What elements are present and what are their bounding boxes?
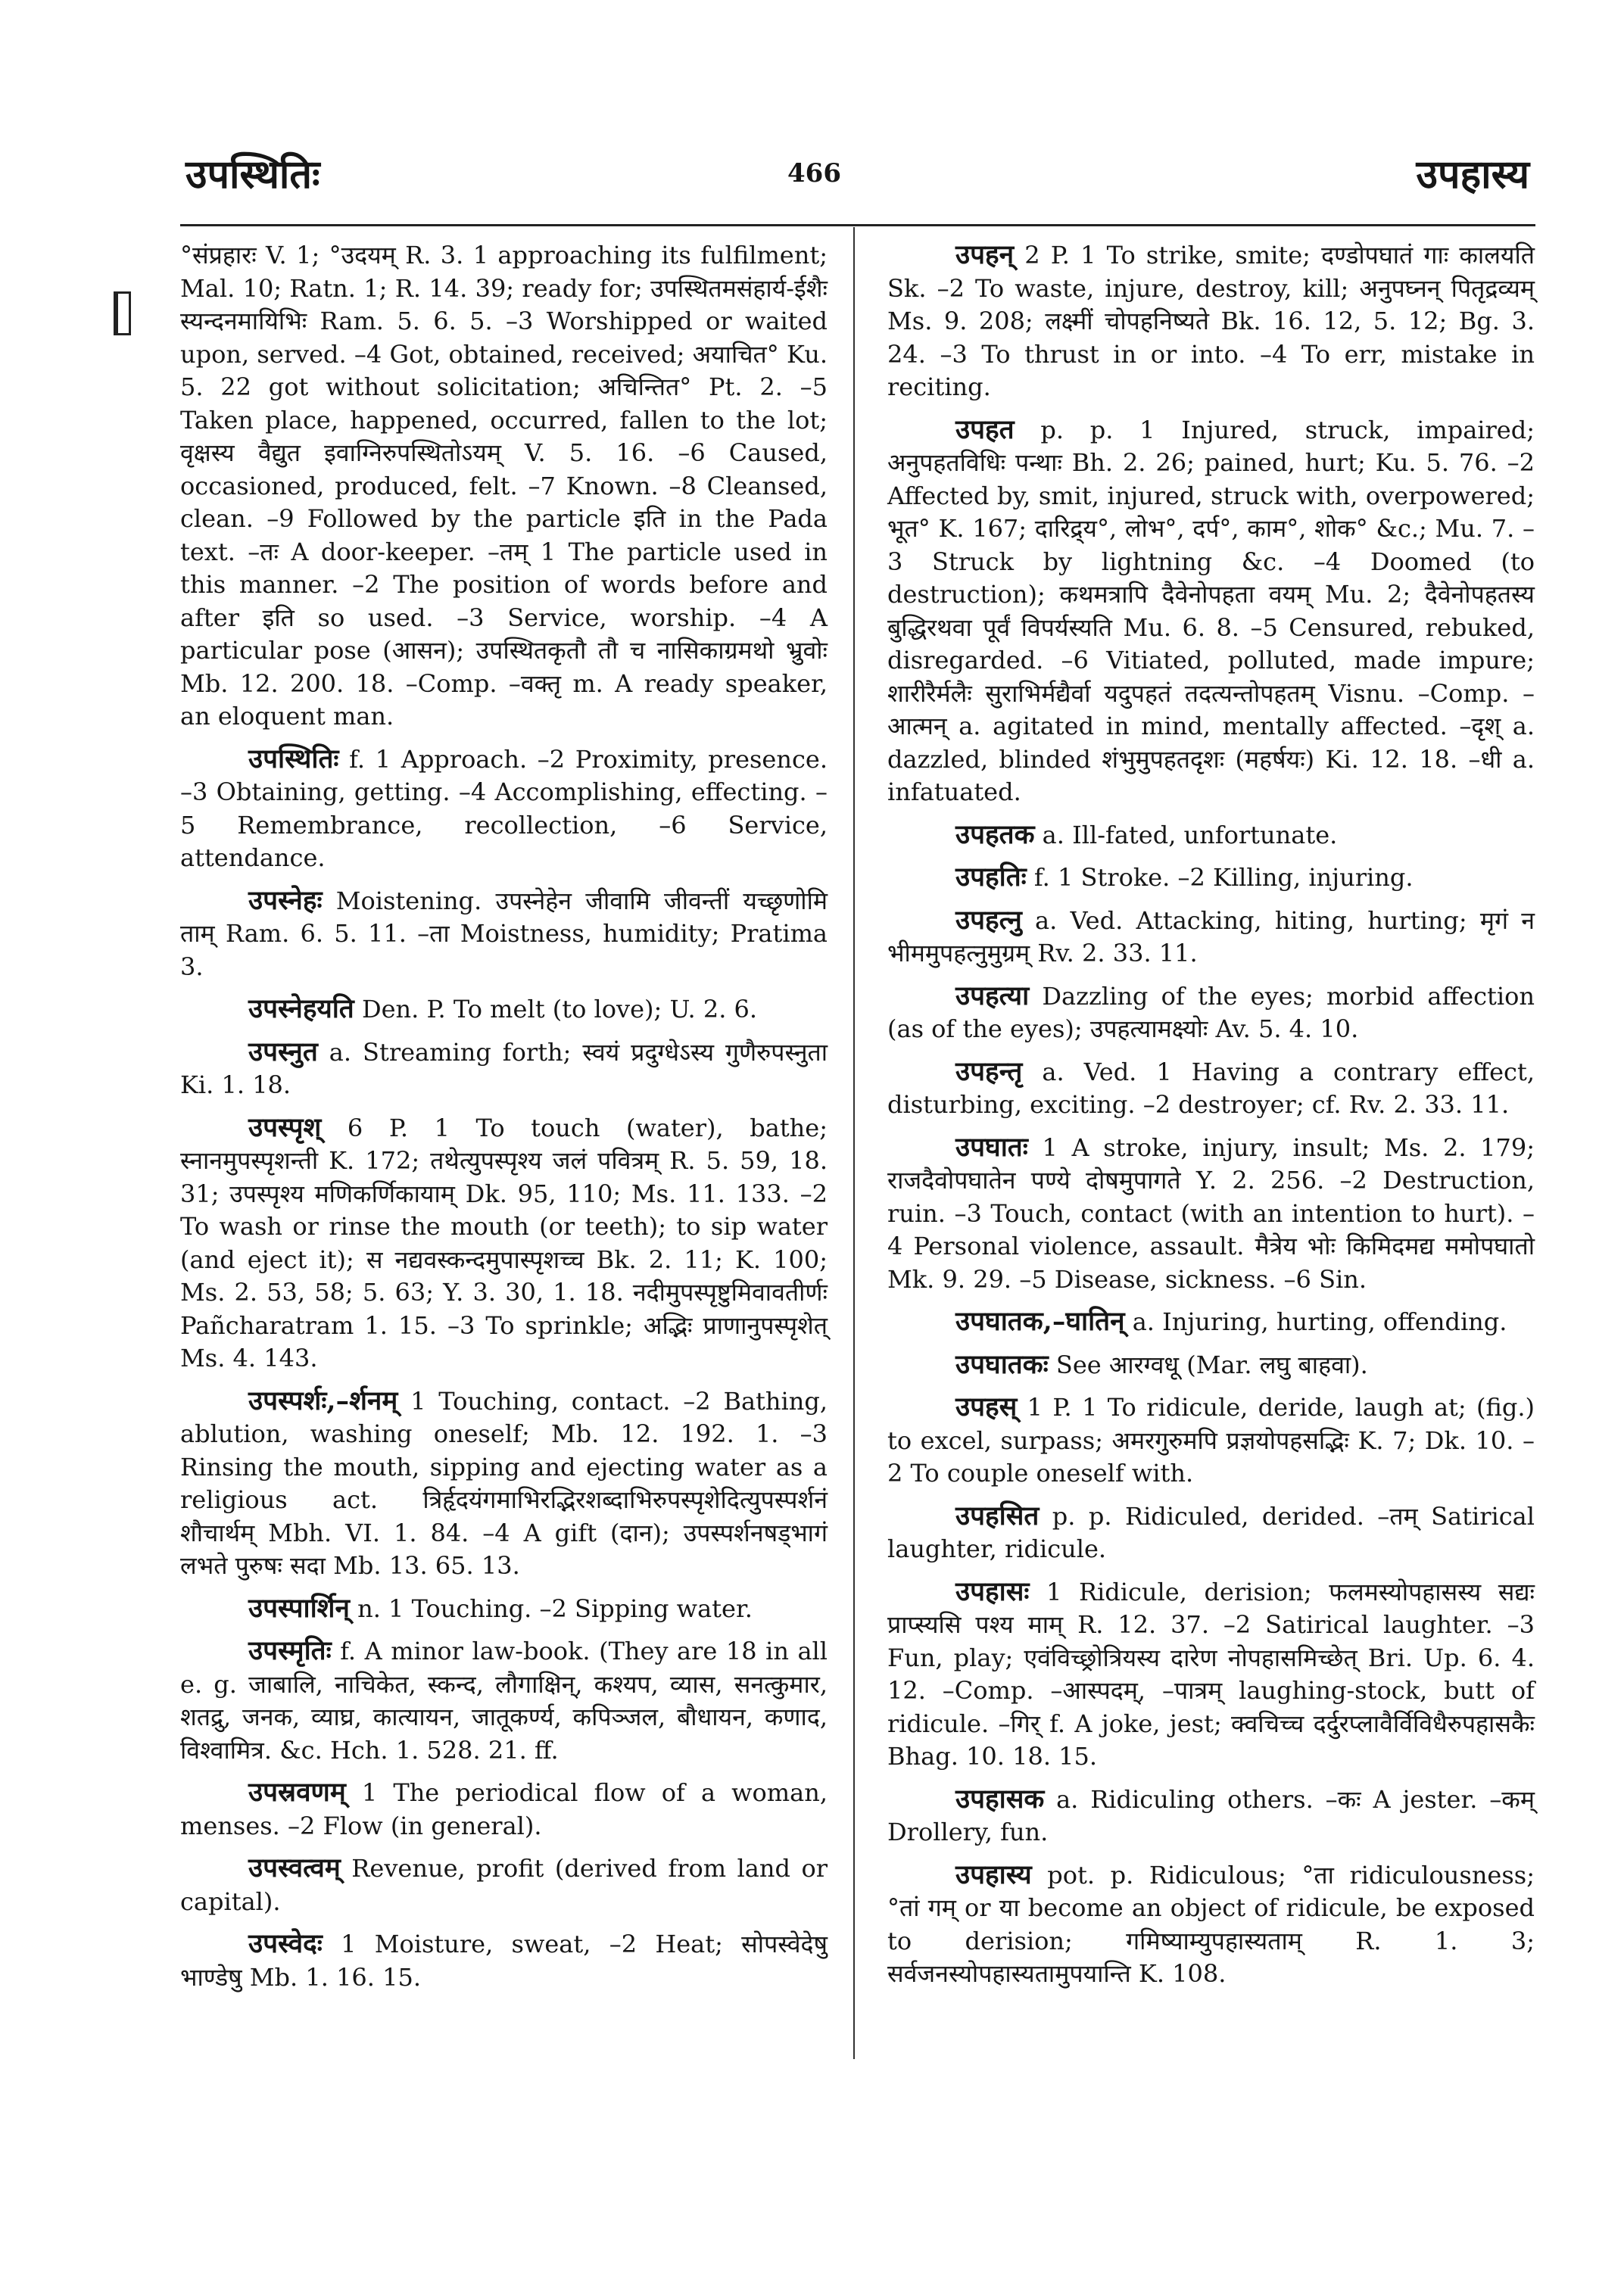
page-number: 466 bbox=[787, 158, 841, 188]
running-head-right: उपहास्य bbox=[1416, 151, 1529, 198]
entry-text: Den. P. To melt (to love); U. 2. 6. bbox=[354, 995, 758, 1023]
headword: उपस्वत्वम् bbox=[248, 1852, 341, 1883]
dictionary-entry bbox=[180, 1776, 828, 1843]
entry-text: a. Streaming forth; स्वयं प्रदुग्धेऽस्य गुणैरुपस्नुता Ki. 1. 18. bbox=[180, 1037, 828, 1099]
headword: उपहसित bbox=[955, 1500, 1040, 1531]
headword: उपघातक,–घातिन् bbox=[955, 1306, 1125, 1337]
entry-text: pot. p. Ridiculous; °ता ridiculousness; °तां गम् or या become an object of ridicule, be exposed to derision; गमिष्याम्युपहास्यताम् R. 1. 3; सर्वजनस्योपहास्यतामुपयान्ति K. 108. bbox=[887, 1860, 1535, 1988]
headword: उपस्वेदः bbox=[248, 1928, 323, 1959]
dictionary-entry bbox=[887, 1305, 1535, 1339]
dictionary-entry bbox=[180, 1592, 828, 1626]
entry-text: 1 P. 1 To ridicule, deride, laugh at; (fig.) to excel, surpass; अमरगुरुमपि प्रज्ञयोपहसद्भिः K. 7; Dk. 10. –2 To couple oneself with. bbox=[887, 1393, 1535, 1488]
entry-text: f. 1 Approach. –2 Proximity, presence. –3 Obtaining, getting. –4 Accomplishing, effecting. –5 Remembrance, recollection, –6 Service, attendance. bbox=[180, 744, 828, 872]
margin-mark-icon bbox=[114, 291, 131, 335]
entry-text: n. 1 Touching. –2 Sipping water. bbox=[349, 1594, 753, 1623]
entry-text: See आरग्वधू (Mar. लघु बाहवा). bbox=[1048, 1350, 1368, 1379]
column-divider bbox=[853, 227, 855, 2059]
headword: उपस्पार्शिन् bbox=[248, 1592, 350, 1624]
dictionary-entry bbox=[180, 238, 828, 734]
entry-text: a. Ridiculing others. –कः A jester. –कम् Drollery, fun. bbox=[887, 1784, 1535, 1846]
headword: उपहन्तृ bbox=[955, 1055, 1023, 1087]
headword: उपस्पर्शः,–र्शनम् bbox=[248, 1385, 398, 1416]
entry-text: 1 A stroke, injury, insult; Ms. 2. 179; राजदैवोपघातेन पण्ये दोषमुपागते Y. 2. 256. –2 Destruction, ruin. –3 Touch, contact (with an intention to hurt). –4 Personal violence, assault. मैत्रेय भोः किमिदमद्य ममोपघातो Mk. 9. 29. –5 Disease, sickness. –6 Sin. bbox=[887, 1132, 1535, 1294]
headword: उपहत्नु bbox=[955, 904, 1022, 936]
right-column bbox=[887, 238, 1535, 2000]
dictionary-entry bbox=[887, 1783, 1535, 1849]
dictionary-entry bbox=[887, 904, 1535, 970]
headword: उपहन् bbox=[955, 239, 1015, 270]
dictionary-entry bbox=[887, 238, 1535, 404]
entry-text: 1 Touching, contact. –2 Bathing, ablution, washing oneself; Mb. 12. 192. 1. –3 Rinsing the mouth, sipping and ejecting water as a religious act. त्रिर्हृदयंगमाभिरद्भिरशब्दाभिरुपस्पृशेदित्युपस्पर्शनं शौचार्थम् Mbh. VI. 1. 84. –4 A gift (दान); उपस्पर्शनषड्भागं लभते पुरुषः सदा Mb. 13. 65. 13. bbox=[180, 1386, 828, 1580]
entry-text: °संप्रहारः V. 1; °उदयम् R. 3. 1 approaching its fulfilment; Mal. 10; Ratn. 1; R. 14. 39; ready for; उपस्थितमसंहार्य-ईशैः स्यन्दनमायिभिः Ram. 5. 6. 5. –3 Worshipped or waited upon, served. –4 Got, obtained, received; अयाचित° Ku. 5. 22 got without solicitation; अचिन्तित° Pt. 2. –5 Taken place, happened, occurred, fallen to the lot; वृक्षस्य वैद्युत इवाग्निरुपस्थितोऽयम् V. 5. 16. –6 Caused, occasioned, produced, felt. –7 Known. –8 Cleansed, clean. –9 Followed by the particle इति in the Pada text. –तः A door-keeper. –तम् 1 The particle used in this manner. –2 The position of words before and after इति so used. –3 Service, worship. –4 A particular pose (आसन); उपस्थितकृतौ तौ च नासिकाग्रमथो भ्रुवोः Mb. 12. 200. 18. –Comp. –वक्तृ m. A ready speaker, an eloquent man. bbox=[180, 241, 828, 731]
headword: उपस्नेहः bbox=[248, 884, 323, 916]
running-head-left: उपस्थितिः bbox=[185, 151, 320, 198]
dictionary-entry bbox=[180, 1385, 828, 1583]
entry-text: 2 P. 1 To strike, smite; दण्डोपघातं गाः कालयति Sk. –2 To waste, injure, destroy, kill; अनुपघ्नन् पितृद्रव्यम् Ms. 9. 208; लक्ष्मीं चोपहनिष्यते Bk. 16. 12, 5. 12; Bg. 3. 24. –3 To thrust in or into. –4 To err, mistake in reciting. bbox=[887, 241, 1535, 401]
header-rule bbox=[180, 224, 1535, 226]
dictionary-entry bbox=[887, 1131, 1535, 1297]
headword: उपहास्य bbox=[955, 1858, 1032, 1890]
dictionary-entry bbox=[180, 1036, 828, 1102]
entry-text: a. Ved. 1 Having a contrary effect, disturbing, exciting. –2 destroyer; cf. Rv. 2. 33. 11. bbox=[887, 1057, 1535, 1119]
headword: उपस्नुत bbox=[248, 1036, 318, 1067]
dictionary-entry bbox=[180, 1927, 828, 1994]
left-column bbox=[180, 238, 828, 2003]
entry-text: p. p. 1 Injured, struck, impaired; अनुपहतविधिः पन्थाः Bh. 2. 26; pained, hurt; Ku. 5. 76. –2 Affected by, smit, injured, struck with, overpowered; भूत° K. 167; दारिद्र्य°, लोभ°, दर्प°, काम°, शोक° &c.; Mu. 7. –3 Struck by lightning &c. –4 Doomed (to destruction); कथमत्रापि दैवेनोपहता वयम् Mu. 2; दैवेनोपहतस्य बुद्धिरथवा पूर्वं विपर्यस्यति Mu. 6. 8. –5 Censured, rebuked, disregarded. –6 Vitiated, polluted, made impure; शारीरैर्मलैः सुराभिर्मद्यैर्वा यदुपहतं तदत्यन्तोपहतम् Visnu. –Comp. –आत्मन् a. agitated in mind, mentally affected. –दृश् a. dazzled, blinded शंभुमुपहतदृशः (महर्षयः) Ki. 12. 18. –धी a. infatuated. bbox=[887, 415, 1535, 806]
entry-text: a. Injuring, hurting, offending. bbox=[1124, 1307, 1507, 1336]
entry-text: Revenue, profit (derived from land or capital). bbox=[180, 1854, 828, 1916]
dictionary-entry bbox=[887, 1348, 1535, 1382]
entry-text: a. Ved. Attacking, hiting, hurting; मृगं न भीममुपहत्नुमुग्रम् Rv. 2. 33. 11. bbox=[887, 905, 1535, 967]
dictionary-entry bbox=[887, 980, 1535, 1046]
dictionary-entry bbox=[887, 1055, 1535, 1122]
dictionary-entry bbox=[180, 1634, 828, 1767]
entry-text: f. A minor law-book. (They are 18 in all e. g. जाबालि, नाचिकेत, स्कन्द, लौगाक्षिन्, कश्यप, व्यास, सनत्कुमार, शतद्रु, जनक, व्याघ्र, कात्यायन, जातूकर्ण्य, कपिञ्जल, बौधायन, कणाद, विश्वामित्र. &c. Hch. 1. 528. 21. ff. bbox=[180, 1637, 828, 1765]
headword: उपघातकः bbox=[955, 1348, 1049, 1380]
entry-text: 1 Moisture, sweat, –2 Heat; सोपस्वेदेषु भाण्डेषु Mb. 1. 16. 15. bbox=[180, 1930, 828, 1992]
entry-text: Moistening. उपस्नेहेन जीवामि जीवन्तीं यच्छृणोमि ताम् Ram. 6. 5. 11. –ता Moistness, humidity; Pratima 3. bbox=[180, 886, 828, 981]
dictionary-entry bbox=[180, 1111, 828, 1375]
entry-text: f. 1 Stroke. –2 Killing, injuring. bbox=[1026, 863, 1414, 892]
dictionary-entry bbox=[887, 861, 1535, 895]
dictionary-entry bbox=[180, 1852, 828, 1918]
entry-text: 1 The periodical flow of a woman, menses. –2 Flow (in general). bbox=[180, 1778, 828, 1840]
headword: उपहासः bbox=[955, 1575, 1030, 1607]
entry-text: 6 P. 1 To touch (water), bathe; स्नानमुपस्पृशन्ती K. 172; तथेत्युपस्पृश्य जलं पवित्रम् R. 5. 59, 18. 31; उपस्पृश्य मणिकर्णिकायाम् Dk. 95, 110; Ms. 11. 133. –2 To wash or rinse the mouth (or teeth); to sip water (and eject it); स नद्यवस्कन्दमुपास्पृशच्च Bk. 2. 11; K. 100; Ms. 2. 53, 58; 5. 63; Y. 3. 30, 1. 18. नदीमुपस्पृष्टुमिवावतीर्णः Pañcharatram 1. 15. –3 To sprinkle; अद्भिः प्राणानुपस्पृशेत् Ms. 4. 143. bbox=[180, 1113, 828, 1372]
headword: उपघातः bbox=[955, 1131, 1028, 1163]
dictionary-entry bbox=[180, 743, 828, 875]
headword: उपहतक bbox=[955, 818, 1035, 850]
entry-text: p. p. Ridiculed, derided. –तम् Satirical laughter, ridicule. bbox=[887, 1501, 1535, 1563]
headword: उपस्मृतिः bbox=[248, 1635, 332, 1666]
entry-text: Dazzling of the eyes; morbid affection (as of the eyes); उपहत्यामक्ष्योः Av. 5. 4. 10. bbox=[887, 981, 1535, 1043]
headword: उपस्रवणम् bbox=[248, 1777, 346, 1808]
headword: उपहस् bbox=[955, 1391, 1018, 1422]
dictionary-entry bbox=[887, 413, 1535, 809]
dictionary-entry bbox=[887, 1575, 1535, 1774]
dictionary-entry bbox=[887, 1500, 1535, 1566]
dictionary-entry bbox=[180, 992, 828, 1027]
dictionary-entry bbox=[887, 1858, 1535, 1991]
dictionary-entry bbox=[887, 1391, 1535, 1491]
entry-text: 1 Ridicule, derision; फलमस्योपहासस्य सद्यः प्राप्स्यसि पश्य माम् R. 12. 37. –2 Satirical laughter. –3 Fun, play; एवंविच्छ्रोत्रियस्य दारेण नोपहासमिच्छेत् Bri. Up. 6. 4. 12. –Comp. –आस्पदम्, –पात्रम् laughing-stock, butt of ridicule. –गिर् f. A joke, jest; क्वचिच्च दर्दुरप्लावैर्विविधैरुपहासकैः Bhag. 10. 18. 15. bbox=[887, 1577, 1535, 1771]
dictionary-entry bbox=[180, 884, 828, 984]
headword: उपस्पृश् bbox=[248, 1111, 322, 1143]
headword: उपस्नेहयति bbox=[248, 993, 354, 1024]
headword: उपस्थितिः bbox=[248, 743, 339, 774]
entry-text: a. Ill-fated, unfortunate. bbox=[1034, 820, 1338, 849]
headword: उपहासक bbox=[955, 1783, 1045, 1815]
dictionary-entry bbox=[887, 818, 1535, 852]
headword: उपहत्या bbox=[955, 980, 1030, 1011]
headword: उपहत bbox=[955, 413, 1015, 445]
headword: उपहतिः bbox=[955, 861, 1027, 893]
